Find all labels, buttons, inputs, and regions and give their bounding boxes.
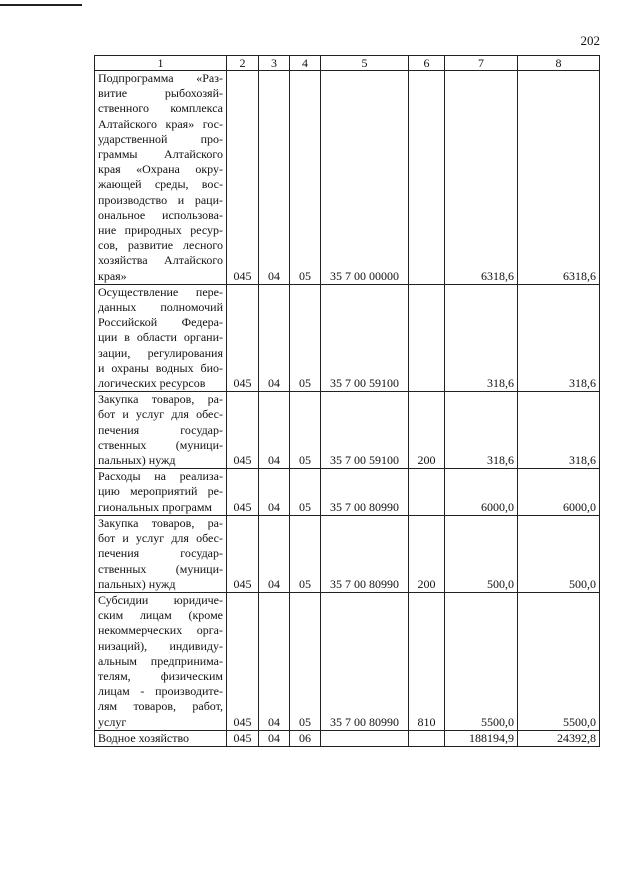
row-name-cell <box>95 515 227 592</box>
row-name-line: Закупка товаров, ра- <box>98 392 223 407</box>
row-name-line: производство и раци- <box>98 192 223 207</box>
row-name-cell <box>95 392 227 469</box>
row-name-line: ственных (муници- <box>98 561 223 576</box>
table-row <box>95 71 600 285</box>
row-name-line: печения государ- <box>98 546 223 561</box>
expense-type-cell <box>409 284 445 391</box>
row-name-line: ональное использова- <box>98 207 223 222</box>
row-name-line: ским лицам (кроме <box>98 608 223 623</box>
subsection-code-cell: 05 <box>290 71 321 285</box>
row-name-line: витие рыбохозяй- <box>98 86 223 101</box>
expense-type-cell <box>409 71 445 285</box>
row-name-line: гиональных программ <box>98 499 212 514</box>
table-row <box>95 284 600 391</box>
row-name-line: Субсидии юридиче- <box>98 592 223 607</box>
section-code-cell: 04 <box>259 392 290 469</box>
target-article-cell: 35 7 00 00000 <box>321 71 409 285</box>
section-code-cell: 04 <box>259 515 290 592</box>
row-name-line: Закупка товаров, ра- <box>98 515 223 530</box>
row-name-line: Водное хозяйство <box>98 730 190 745</box>
row-name-line: Алтайского края» гос- <box>98 116 223 131</box>
row-name-cell <box>95 284 227 391</box>
target-article-cell: 35 7 00 59100 <box>321 392 409 469</box>
row-name-line: бот и услуг для обес- <box>98 407 223 422</box>
gr-code-cell: 045 <box>227 592 259 730</box>
column-header: 5 <box>321 56 409 71</box>
row-name-line: ударственной про- <box>98 131 223 146</box>
amount-cell-year2: 6000,0 <box>518 469 600 516</box>
column-header: 6 <box>409 56 445 71</box>
amount-cell-year2: 6318,6 <box>518 71 600 285</box>
subsection-code-cell: 06 <box>290 730 321 746</box>
row-name-line: альным предпринима- <box>98 653 223 668</box>
row-name-line: граммы Алтайского <box>98 147 223 162</box>
column-header: 3 <box>259 56 290 71</box>
top-rule <box>0 4 82 6</box>
column-header: 1 <box>95 56 227 71</box>
table-row <box>95 392 600 469</box>
gr-code-cell: 045 <box>227 71 259 285</box>
row-name-line: Подпрограмма «Раз- <box>98 71 223 85</box>
row-name-line: края» <box>98 268 127 283</box>
target-article-cell: 35 7 00 59100 <box>321 284 409 391</box>
expense-type-cell: 200 <box>409 392 445 469</box>
row-name-line: печения государ- <box>98 422 223 437</box>
row-name-line: лицам - производите- <box>98 684 223 699</box>
target-article-cell: 35 7 00 80990 <box>321 469 409 516</box>
row-name-line: бот и услуг для обес- <box>98 531 223 546</box>
header-row <box>95 56 600 71</box>
row-name-line: ние природных ресур- <box>98 223 223 238</box>
table-row <box>95 592 600 730</box>
target-article-cell: 35 7 00 80990 <box>321 592 409 730</box>
amount-cell-year2: 500,0 <box>518 515 600 592</box>
expense-type-cell <box>409 469 445 516</box>
row-name-cell <box>95 730 227 746</box>
amount-cell-year1: 5500,0 <box>445 592 518 730</box>
subsection-code-cell: 05 <box>290 592 321 730</box>
row-name-line: цию мероприятий ре- <box>98 484 223 499</box>
subsection-code-cell: 05 <box>290 284 321 391</box>
row-name-line: некоммерческих орга- <box>98 623 223 638</box>
row-name-line: Расходы на реализа- <box>98 469 223 484</box>
column-header: 2 <box>227 56 259 71</box>
row-name-line: сов, развитие лесного <box>98 238 223 253</box>
gr-code-cell: 045 <box>227 515 259 592</box>
amount-cell-year2: 24392,8 <box>518 730 600 746</box>
section-code-cell: 04 <box>259 730 290 746</box>
budget-table <box>94 55 600 747</box>
table-body <box>95 71 600 747</box>
section-code-cell: 04 <box>259 592 290 730</box>
row-name-line: края «Охрана окру- <box>98 162 223 177</box>
column-header: 7 <box>445 56 518 71</box>
row-name-line: пальных) нужд <box>98 453 176 468</box>
subsection-code-cell: 05 <box>290 392 321 469</box>
row-name-line: зации, регулирования <box>98 345 223 360</box>
expense-type-cell <box>409 730 445 746</box>
row-name-cell <box>95 71 227 285</box>
subsection-code-cell: 05 <box>290 515 321 592</box>
gr-code-cell: 045 <box>227 284 259 391</box>
subsection-code-cell: 05 <box>290 469 321 516</box>
column-header: 8 <box>518 56 600 71</box>
table-row <box>95 515 600 592</box>
row-name-line: пальных) нужд <box>98 576 176 591</box>
expense-type-cell: 810 <box>409 592 445 730</box>
table-row <box>95 730 600 746</box>
row-name-line: жающей среды, вос- <box>98 177 223 192</box>
row-name-line: данных полномочий <box>98 300 223 315</box>
row-name-line: лям товаров, работ, <box>98 699 223 714</box>
amount-cell-year1: 6000,0 <box>445 469 518 516</box>
target-article-cell: 35 7 00 80990 <box>321 515 409 592</box>
row-name-cell <box>95 469 227 516</box>
amount-cell-year1: 500,0 <box>445 515 518 592</box>
expense-type-cell: 200 <box>409 515 445 592</box>
amount-cell-year1: 6318,6 <box>445 71 518 285</box>
row-name-line: ственного комплекса <box>98 101 223 116</box>
page-number: 202 <box>580 33 600 48</box>
section-code-cell: 04 <box>259 284 290 391</box>
amount-cell-year2: 318,6 <box>518 392 600 469</box>
row-name-line: хозяйства Алтайского <box>98 253 223 268</box>
row-name-line: телям, физическим <box>98 668 223 683</box>
amount-cell-year2: 5500,0 <box>518 592 600 730</box>
row-name-line: и охраны водных био- <box>98 360 223 375</box>
row-name-line: ственных (муници- <box>98 437 223 452</box>
gr-code-cell: 045 <box>227 469 259 516</box>
amount-cell-year1: 318,6 <box>445 392 518 469</box>
row-name-line: низаций), индивиду- <box>98 638 223 653</box>
amount-cell-year1: 188194,9 <box>445 730 518 746</box>
gr-code-cell: 045 <box>227 730 259 746</box>
row-name-line: логических ресурсов <box>98 376 206 391</box>
table-row <box>95 469 600 516</box>
amount-cell-year2: 318,6 <box>518 284 600 391</box>
target-article-cell <box>321 730 409 746</box>
row-name-line: Осуществление пере- <box>98 284 223 299</box>
row-name-cell <box>95 592 227 730</box>
amount-cell-year1: 318,6 <box>445 284 518 391</box>
row-name-line: услуг <box>98 714 127 729</box>
row-name-line: Российской Федера- <box>98 315 223 330</box>
row-name-line: ции в области органи- <box>98 330 223 345</box>
gr-code-cell: 045 <box>227 392 259 469</box>
column-header: 4 <box>290 56 321 71</box>
section-code-cell: 04 <box>259 71 290 285</box>
section-code-cell: 04 <box>259 469 290 516</box>
